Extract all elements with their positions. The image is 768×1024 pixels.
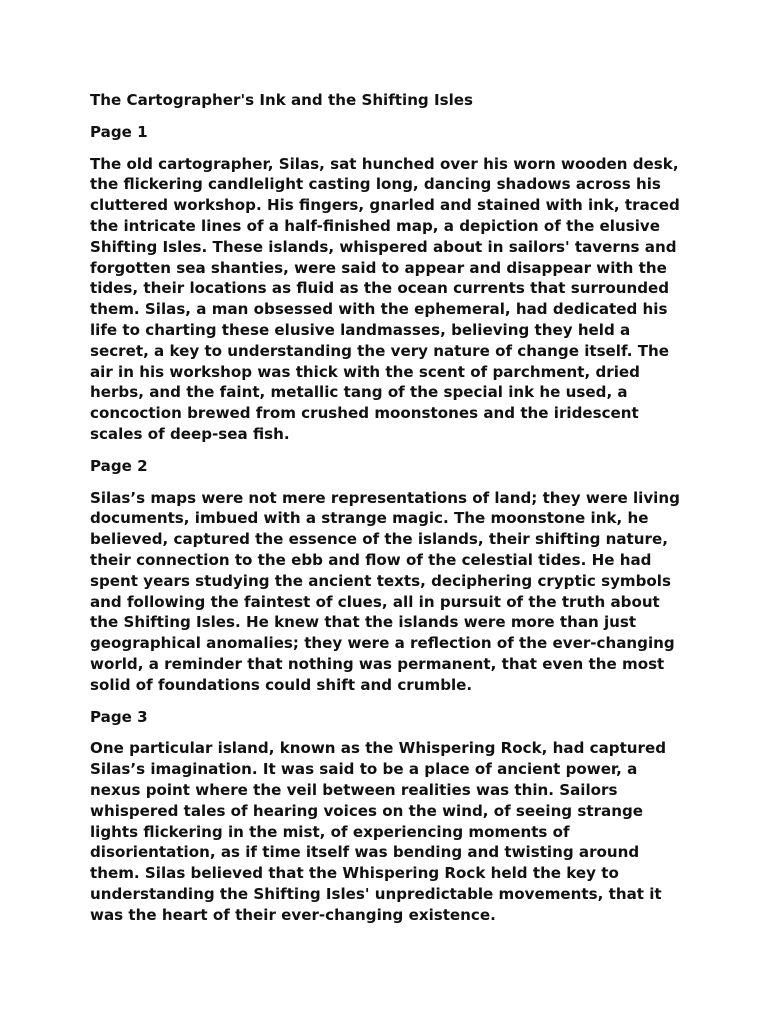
document-title: The Cartographer's Ink and the Shifting Isles: [90, 91, 473, 109]
section-paragraph-page-1: The old cartographer, Silas, sat hunched over his worn wooden desk, the flickering candlelight casting long, dancing shadows across his cluttered workshop. His fingers, gnarled and stained with ink, traced the intricate lines of a half-finished map, a depiction of the elusive Shifting Isles. These islands, whispered about in sailors' taverns and forgotten sea shanties, were said to appear and disappear with the tides, their locations as fluid as the ocean currents that surrounded them. Silas, a man obsessed with the ephemeral, had dedicated his life to charting these elusive landmasses, believing they held a secret, a key to understanding the very nature of change itself. The air in his workshop was thick with the scent of parchment, dried herbs, and the faint, metallic tang of the special ink he used, a concoction brewed from crushed moonstones and the iridescent scales of deep-sea fish.: [90, 154, 680, 443]
section-heading-page-2: Page 2: [90, 456, 148, 475]
section-heading-page-3: Page 3: [90, 707, 148, 726]
section-heading-page-1: Page 1: [90, 122, 148, 141]
section-paragraph-page-3: One particular island, known as the Whispering Rock, had captured Silas’s imagination. It was said to be a place of ancient power, a nexus point where the veil between realities was thin. Sailors whispered tales of hearing voices on the wind, of seeing strange lights flickering in the mist, of experiencing moments of disorientation, as if time itself was bending and twisting around them. Silas believed that the Whispering Rock held the key to understanding the Shifting Isles' unpredictable movements, that it was the heart of their ever-changing existence.: [90, 739, 667, 924]
document-body: [90, 90, 690, 936]
section-paragraph-page-2: Silas’s maps were not mere representations of land; they were living documents, imbued with a strange magic. The moonstone ink, he believed, captured the essence of the islands, their shifting nature, their connection to the ebb and flow of the celestial tides. He had spent years studying the ancient texts, deciphering cryptic symbols and following the faintest of clues, all in pursuit of the truth about the Shifting Isles. He knew that the islands were more than just geographical anomalies; they were a reflection of the ever-changing world, a reminder that nothing was permanent, that even the most solid of foundations could shift and crumble.: [90, 488, 680, 694]
